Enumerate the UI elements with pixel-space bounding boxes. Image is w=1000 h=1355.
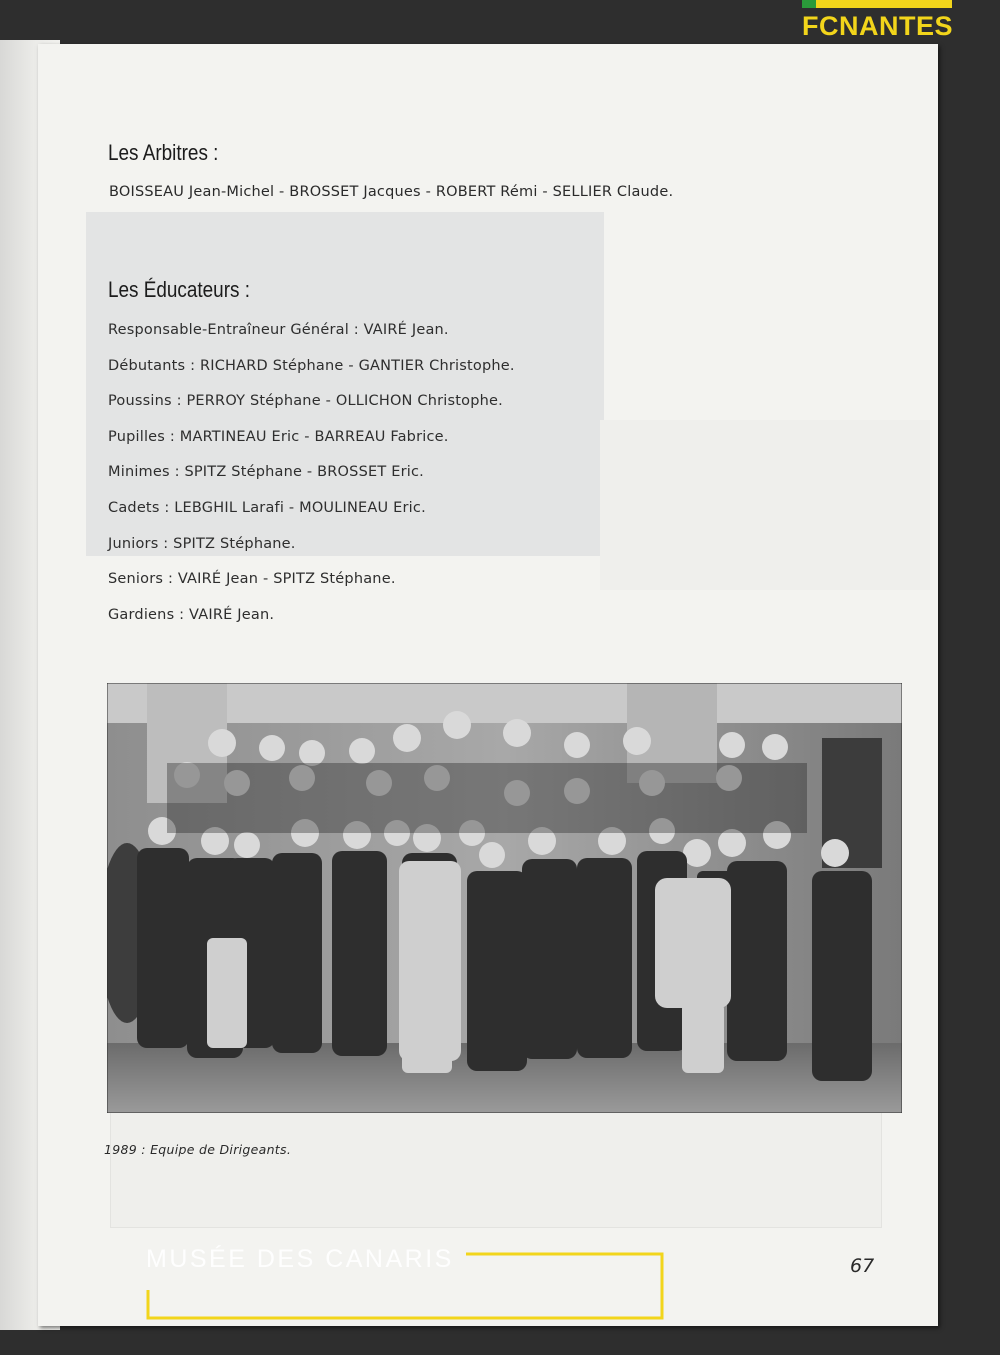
arbitres-names: BOISSEAU Jean-Michel - BROSSET Jacques - ROBERT Rémi - SELLIER Claude. [109, 184, 674, 200]
musee-des-canaris-label: MUSÉE DES CANARIS [146, 1245, 454, 1273]
brand-green-stripe [802, 0, 816, 8]
fcnantes-logo: FCNANTES [802, 11, 953, 41]
educateur-line-poussins: Poussins : PERROY Stéphane - OLLICHON Christophe. [108, 393, 503, 409]
page-number: 67 [850, 1255, 875, 1277]
educateur-line-minimes: Minimes : SPITZ Stéphane - BROSSET Eric. [108, 464, 424, 480]
bleed-through-box [600, 420, 930, 590]
educateurs-title: Les Éducateurs : [108, 277, 250, 302]
educateur-line-cadets: Cadets : LEBGHIL Larafi - MOULINEAU Eric. [108, 500, 426, 516]
arbitres-title: Les Arbitres : [108, 140, 219, 165]
photo-caption: 1989 : Equipe de Dirigeants. [104, 1142, 292, 1157]
educateur-line-seniors: Seniors : VAIRÉ Jean - SPITZ Stéphane. [108, 571, 396, 587]
educateur-line-responsable: Responsable-Entraîneur Général : VAIRÉ Jean. [108, 322, 449, 338]
educateur-line-juniors: Juniors : SPITZ Stéphane. [108, 536, 296, 552]
group-photo [107, 683, 902, 1113]
brand-accent-bar [802, 0, 952, 8]
educateur-line-gardiens: Gardiens : VAIRÉ Jean. [108, 607, 275, 623]
educateur-line-pupilles: Pupilles : MARTINEAU Eric - BARREAU Fabrice. [108, 429, 449, 445]
bleed-through-ad-box [110, 1108, 882, 1228]
educateur-line-debutants: Débutants : RICHARD Stéphane - GANTIER Christophe. [108, 358, 515, 374]
